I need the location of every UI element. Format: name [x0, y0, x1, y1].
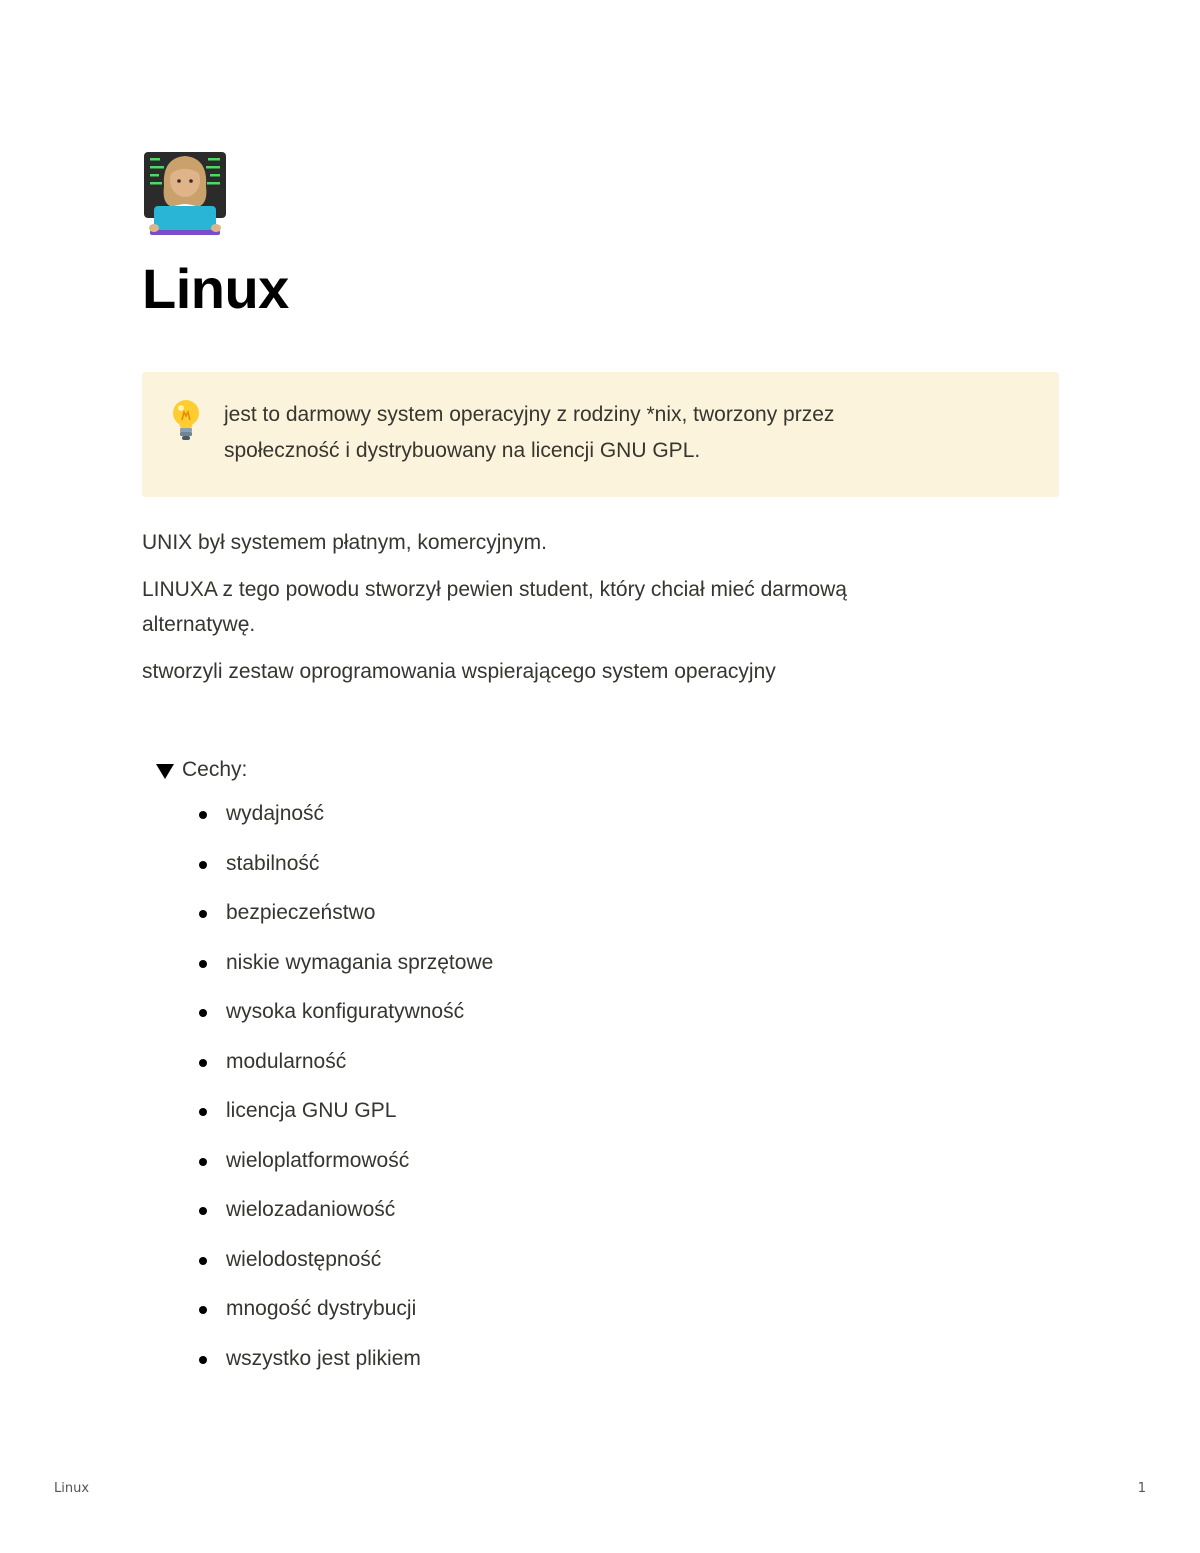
bullet-list: [142, 797, 1059, 1375]
technologist-icon: [142, 150, 228, 236]
toggle-label: Cechy:: [182, 758, 248, 781]
list-item: licencja GNU GPL: [199, 1094, 1059, 1127]
footer-doc-name: Linux: [54, 1481, 90, 1496]
paragraph: stworzyli zestaw oprogramowania wspierającego system operacyjny: [142, 660, 776, 683]
page-title: Linux: [142, 257, 289, 320]
list-item: wydajność: [199, 797, 1059, 830]
list-item: bezpieczeństwo: [199, 896, 1059, 929]
page-content: [142, 150, 1059, 1391]
list-item: modularność: [199, 1045, 1059, 1078]
list-item: mnogość dystrybucji: [199, 1292, 1059, 1325]
paragraph: UNIX był systemem płatnym, komercyjnym.: [142, 531, 547, 554]
callout: [142, 372, 1059, 497]
list-item: wielodostępność: [199, 1243, 1059, 1276]
triangle-down-icon[interactable]: [156, 764, 174, 779]
toggle-header[interactable]: [142, 754, 1059, 786]
list-item: wieloplatformowość: [199, 1144, 1059, 1177]
toggle-block: [142, 754, 1059, 1375]
list-item: wielozadaniowość: [199, 1193, 1059, 1226]
callout-line: jest to darmowy system operacyjny z rodziny *nix, tworzony przez: [224, 403, 835, 426]
list-item: wszystko jest plikiem: [199, 1342, 1059, 1375]
callout-text: [224, 397, 834, 469]
footer-page-number: 1: [1137, 1481, 1146, 1496]
list-item: stabilność: [199, 847, 1059, 880]
callout-line: społeczność i dystrybuowany na licencji GNU GPL.: [224, 439, 701, 462]
list-item: niskie wymagania sprzętowe: [199, 946, 1059, 979]
list-item: wysoka konfiguratywność: [199, 995, 1059, 1028]
lightbulb-icon: [168, 398, 204, 442]
paragraph: LINUXA z tego powodu stworzył pewien student, który chciał mieć darmową alternatywę.: [142, 578, 847, 636]
